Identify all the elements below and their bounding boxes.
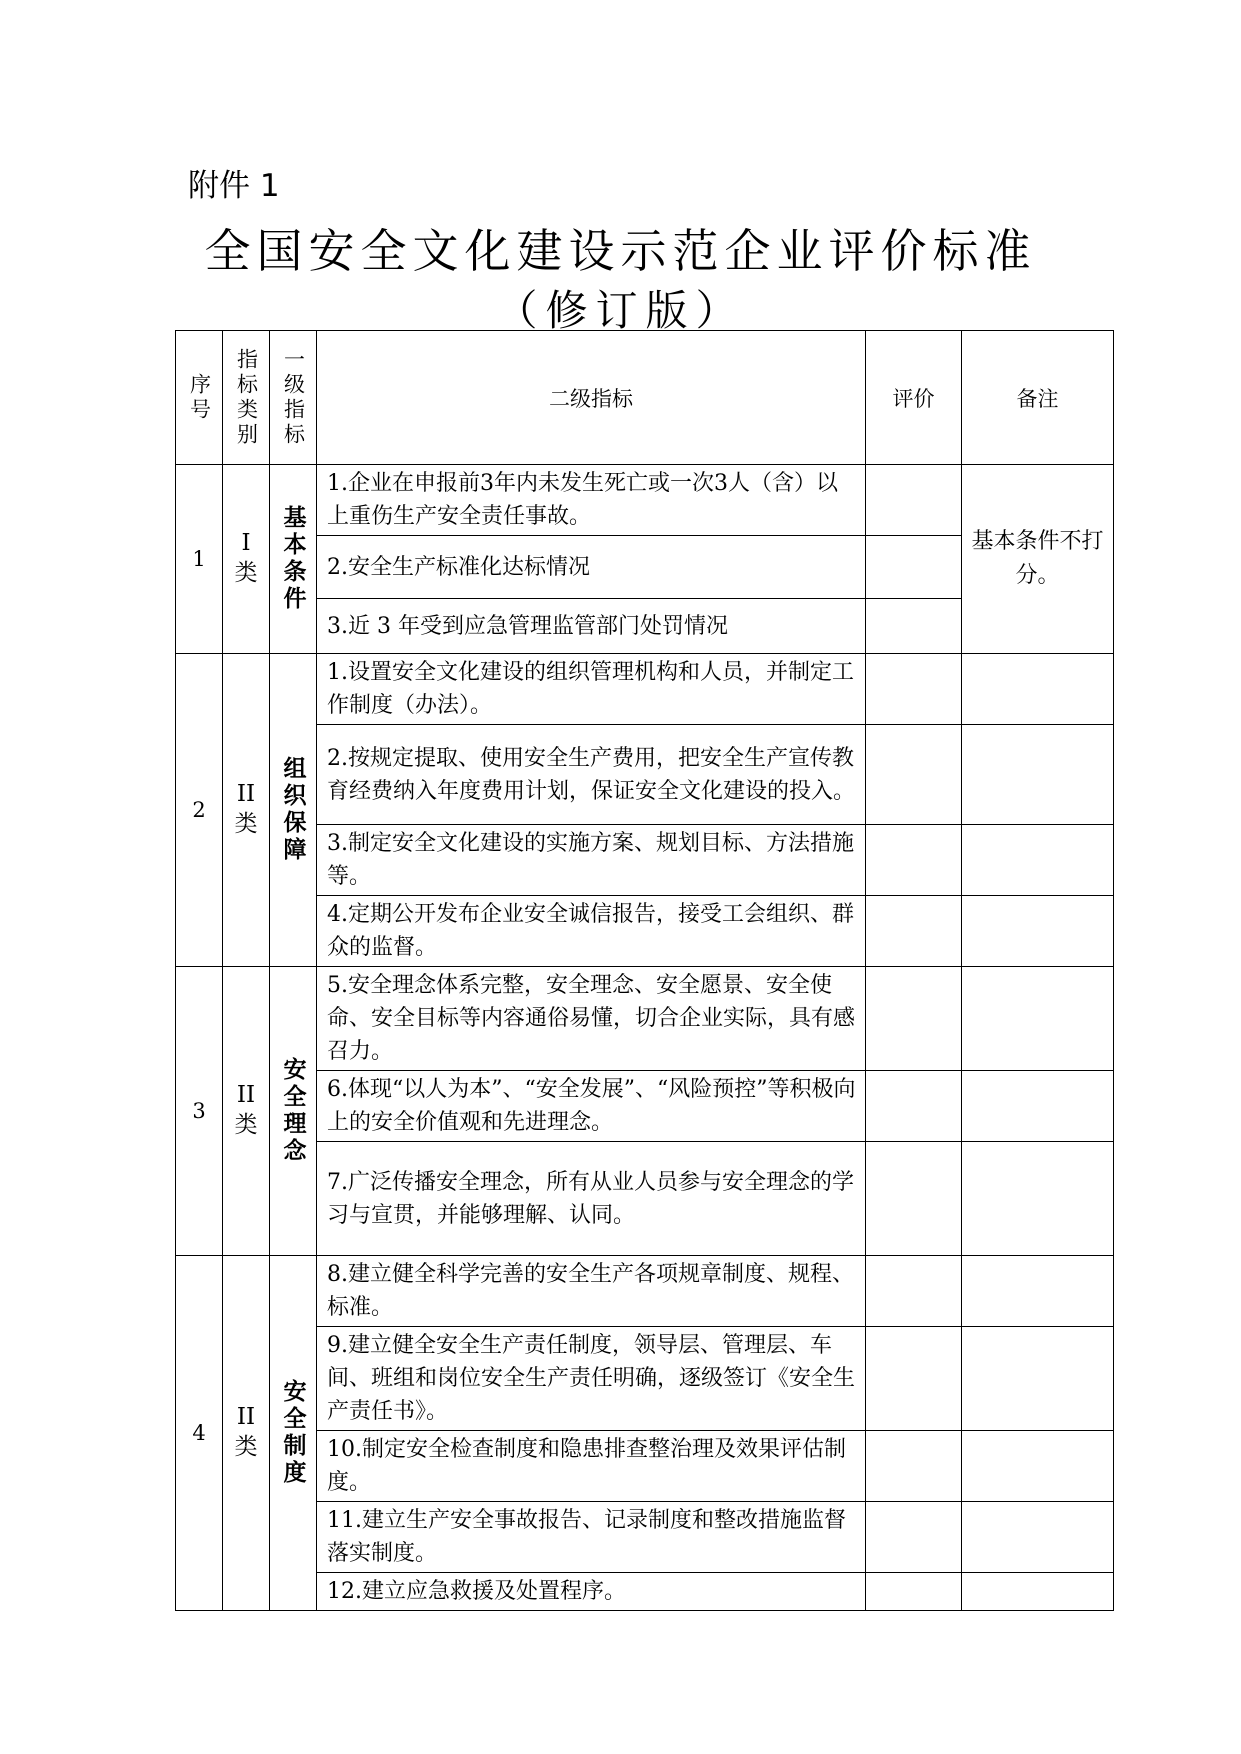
document-title: 全国安全文化建设示范企业评价标准 — [204, 224, 1037, 278]
evaluation-cell — [866, 1573, 962, 1611]
table-row — [176, 1573, 1114, 1611]
level1-cell: 安全制度 — [270, 1256, 317, 1611]
evaluation-cell — [866, 825, 962, 896]
level2-item: 1.设置安全文化建设的组织管理机构和人员，并制定工作制度（办法）。 — [317, 654, 866, 725]
level2-item: 8.建立健全科学完善的安全生产各项规章制度、规程、标准。 — [317, 1256, 866, 1327]
table-row — [176, 1071, 1114, 1142]
table-row — [176, 1431, 1114, 1502]
remark-cell: 基本条件不打分。 — [962, 465, 1114, 654]
evaluation-cell — [866, 725, 962, 825]
level2-item: 6.体现“以人为本”、“安全发展”、“风险预控”等积极向上的安全价值观和先进理念。 — [317, 1071, 866, 1142]
header-seq: 序号 — [176, 331, 223, 465]
header-level2: 二级指标 — [317, 331, 866, 465]
level2-item: 12.建立应急救援及处置程序。 — [317, 1573, 866, 1611]
evaluation-cell — [866, 599, 962, 654]
level2-item: 1.企业在申报前3年内未发生死亡或一次3人（含）以上重伤生产安全责任事故。 — [317, 465, 866, 536]
category-cell: II 类 — [223, 1256, 270, 1611]
evaluation-cell — [866, 1431, 962, 1502]
table-row — [176, 825, 1114, 896]
evaluation-cell — [866, 465, 962, 536]
level2-item: 9.建立健全安全生产责任制度，领导层、管理层、车间、班组和岗位安全生产责任明确，逐级签订《安全生产责任书》。 — [317, 1327, 866, 1431]
evaluation-cell — [866, 896, 962, 967]
header-evaluation: 评价 — [866, 331, 962, 465]
table-row — [176, 1327, 1114, 1431]
table-row — [176, 896, 1114, 967]
remark-cell — [962, 654, 1114, 725]
level2-item: 10.制定安全检查制度和隐患排查整治理及效果评估制度。 — [317, 1431, 866, 1502]
seq-cell: 1 — [176, 465, 223, 654]
table-row — [176, 1502, 1114, 1573]
table-row — [176, 1256, 1114, 1327]
seq-cell: 3 — [176, 967, 223, 1256]
level2-item: 5.安全理念体系完整，安全理念、安全愿景、安全使命、安全目标等内容通俗易懂，切合企业实际，具有感召力。 — [317, 967, 866, 1071]
table-row — [176, 967, 1114, 1071]
header-remark: 备注 — [962, 331, 1114, 465]
table-row — [176, 654, 1114, 725]
category-cell: II 类 — [223, 654, 270, 967]
level2-item: 2.按规定提取、使用安全生产费用，把安全生产宣传教育经费纳入年度费用计划，保证安全文化建设的投入。 — [317, 725, 866, 825]
remark-cell — [962, 1256, 1114, 1327]
seq-cell: 2 — [176, 654, 223, 967]
evaluation-cell — [866, 654, 962, 725]
seq-cell: 4 — [176, 1256, 223, 1611]
level1-cell: 基本条件 — [270, 465, 317, 654]
level2-item: 4.定期公开发布企业安全诚信报告，接受工会组织、群众的监督。 — [317, 896, 866, 967]
evaluation-cell — [866, 1502, 962, 1573]
table-row — [176, 1142, 1114, 1256]
level2-item: 7.广泛传播安全理念，所有从业人员参与安全理念的学习与宣贯，并能够理解、认同。 — [317, 1142, 866, 1256]
remark-cell — [962, 725, 1114, 825]
remark-cell — [962, 1573, 1114, 1611]
remark-cell — [962, 967, 1114, 1071]
remark-cell — [962, 825, 1114, 896]
remark-cell — [962, 1142, 1114, 1256]
level1-cell: 安全理念 — [270, 967, 317, 1256]
attachment-label: 附件 1 — [188, 168, 280, 204]
level1-cell: 组织保障 — [270, 654, 317, 967]
header-category: 指标类别 — [223, 331, 270, 465]
remark-cell — [962, 896, 1114, 967]
evaluation-table — [175, 330, 1114, 1611]
evaluation-cell — [866, 1327, 962, 1431]
level2-item: 3.近 3 年受到应急管理监管部门处罚情况 — [317, 599, 866, 654]
document-subtitle: （修订版） — [495, 286, 746, 335]
remark-cell — [962, 1431, 1114, 1502]
remark-cell — [962, 1327, 1114, 1431]
remark-cell — [962, 1071, 1114, 1142]
evaluation-cell — [866, 536, 962, 599]
evaluation-cell — [866, 1256, 962, 1327]
evaluation-cell — [866, 967, 962, 1071]
remark-cell — [962, 1502, 1114, 1573]
evaluation-cell — [866, 1071, 962, 1142]
evaluation-cell — [866, 1142, 962, 1256]
level2-item: 2.安全生产标准化达标情况 — [317, 536, 866, 599]
header-level1: 一级指标 — [270, 331, 317, 465]
category-cell: II 类 — [223, 967, 270, 1256]
table-header-row — [176, 331, 1114, 465]
table-row — [176, 465, 1114, 536]
level2-item: 11.建立生产安全事故报告、记录制度和整改措施监督落实制度。 — [317, 1502, 866, 1573]
category-cell: I 类 — [223, 465, 270, 654]
table-row — [176, 725, 1114, 825]
level2-item: 3.制定安全文化建设的实施方案、规划目标、方法措施等。 — [317, 825, 866, 896]
